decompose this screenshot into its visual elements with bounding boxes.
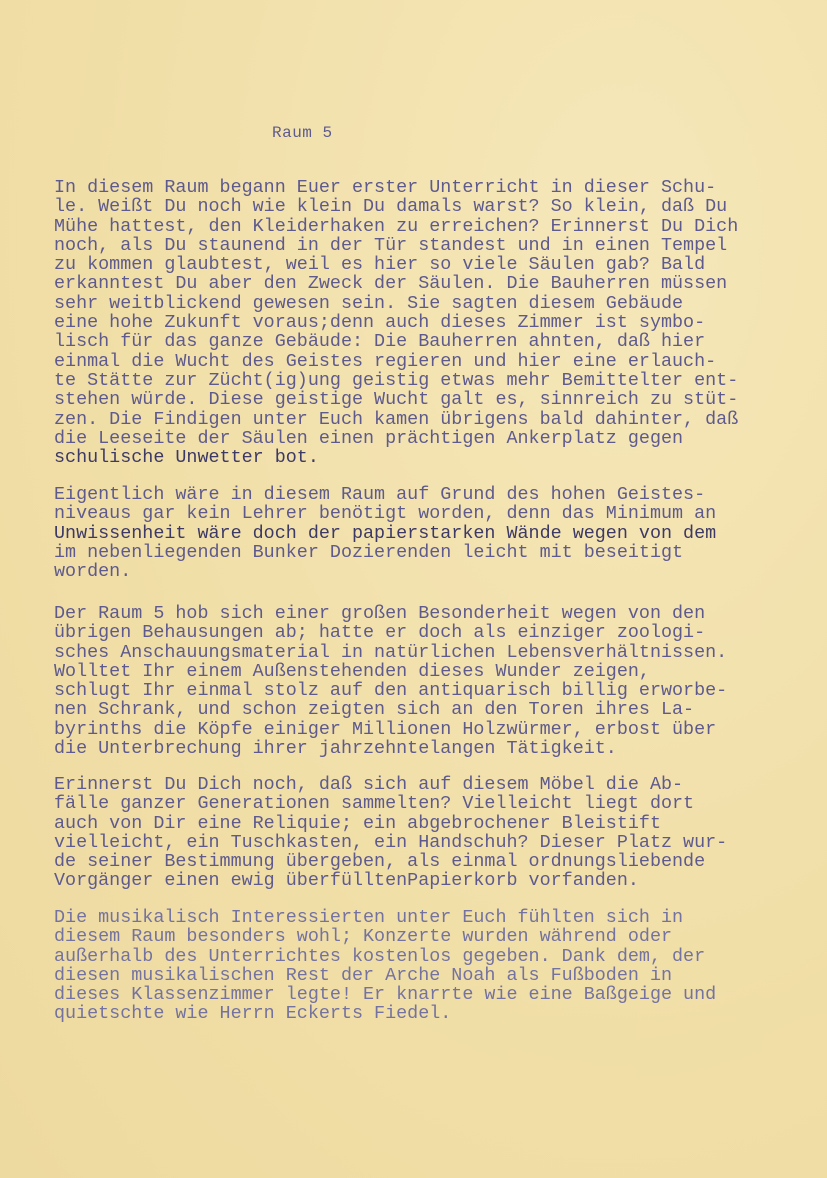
text-line: Erinnerst Du Dich noch, daß sich auf diesem Möbel die Ab-: [54, 774, 684, 795]
text-line: die Unterbrechung ihrer jahrzehntelangen Tätigkeit.: [54, 738, 617, 760]
text-line: quietschte wie Herrn Eckerts Fiedel.: [54, 1003, 452, 1025]
text-line: auch von Dir eine Reliquie; ein abgebrochener Bleistift: [54, 812, 661, 834]
text-line: im nebenliegenden Bunker Dozierenden leicht mit beseitigt: [54, 541, 684, 563]
text-line: Eigentlich wäre in diesem Raum auf Grund des hohen Geistes-: [54, 484, 706, 505]
paragraph-4: [54, 775, 774, 891]
text-line: le. Weißt Du noch wie klein Du damals warst? So klein, daß Du: [54, 196, 728, 218]
text-line: Unwissenheit wäre doch der papierstarken Wände wegen von dem: [54, 522, 717, 544]
text-line: worden.: [54, 561, 132, 583]
text-line: sehr weitblickend gewesen sein. Sie sagten diesem Gebäude: [54, 292, 684, 314]
text-line: Vorgänger einen ewig überfülltenPapierkorb vorfanden.: [54, 870, 639, 892]
text-line: schlugt Ihr einmal stolz auf den antiquarisch billig erworbe-: [54, 680, 728, 702]
paragraph-3: [54, 604, 774, 758]
text-line: Wolltet Ihr einem Außenstehenden dieses Wunder zeigen,: [54, 660, 650, 682]
text-line: diesen musikalischen Rest der Arche Noah als Fußboden in: [54, 964, 673, 986]
text-line: niveaus gar kein Lehrer benötigt worden, denn das Minimum an: [54, 503, 717, 525]
text-line: dieses Klassenzimmer legte! Er knarrte wie eine Baßgeige und: [54, 984, 717, 1006]
text-line: byrinths die Köpfe einiger Millionen Holzwürmer, erbost über: [54, 718, 717, 740]
text-line: Mühe hattest, den Kleiderhaken zu erreichen? Erinnerst Du Dich: [54, 215, 739, 237]
text-line: erkanntest Du aber den Zweck der Säulen. Die Bauherren müssen: [54, 273, 728, 295]
text-line: In diesem Raum begann Euer erster Unterricht in dieser Schu-: [54, 177, 717, 198]
text-line: lisch für das ganze Gebäude: Die Bauherren ahnten, daß hier: [54, 331, 706, 353]
text-line: außerhalb des Unterrichtes kostenlos gegeben. Dank dem, der: [54, 945, 706, 967]
text-line: die Leeseite der Säulen einen prächtigen Ankerplatz gegen: [54, 427, 684, 449]
text-line: de seiner Bestimmung übergeben, als einmal ordnungsliebende: [54, 851, 706, 873]
text-line: Der Raum 5 hob sich einer großen Besonderheit wegen von den: [54, 603, 706, 624]
text-line: zu kommen glaubtest, weil es hier so viele Säulen gab? Bald: [54, 254, 706, 276]
text-line: vielleicht, ein Tuschkasten, ein Handschuh? Dieser Platz wur-: [54, 831, 728, 853]
text-line: fälle ganzer Generationen sammelten? Vielleicht liegt dort: [54, 793, 695, 815]
paragraph-2: [54, 485, 774, 581]
paragraph-1: [54, 178, 774, 467]
text-line: zen. Die Findigen unter Euch kamen übrigens bald dahinter, daß: [54, 408, 739, 430]
text-line: te Stätte zur Zücht(ig)ung geistig etwas mehr Bemittelter ent-: [54, 369, 739, 391]
text-line: schulische Unwetter bot.: [54, 447, 319, 469]
text-line: Die musikalisch Interessierten unter Euch fühlten sich in: [54, 907, 684, 928]
paragraph-5: [54, 908, 774, 1024]
text-line: einmal die Wucht des Geistes regieren und hier eine erlauch-: [54, 350, 717, 372]
text-line: übrigen Behausungen ab; hatte er doch als einziger zoologi-: [54, 622, 706, 644]
text-line: eine hohe Zukunft voraus;denn auch dieses Zimmer ist symbo-: [54, 312, 706, 334]
page-title: Raum 5: [272, 124, 333, 142]
text-line: sches Anschauungsmaterial in natürlichen Lebensverhältnissen.: [54, 641, 728, 663]
text-line: diesem Raum besonders wohl; Konzerte wurden während oder: [54, 926, 673, 948]
text-line: noch, als Du staunend in der Tür standest und in einen Tempel: [54, 234, 728, 256]
text-line: nen Schrank, und schon zeigten sich an den Toren ihres La-: [54, 699, 695, 721]
text-line: stehen würde. Diese geistige Wucht galt es, sinnreich zu stüt-: [54, 389, 739, 411]
